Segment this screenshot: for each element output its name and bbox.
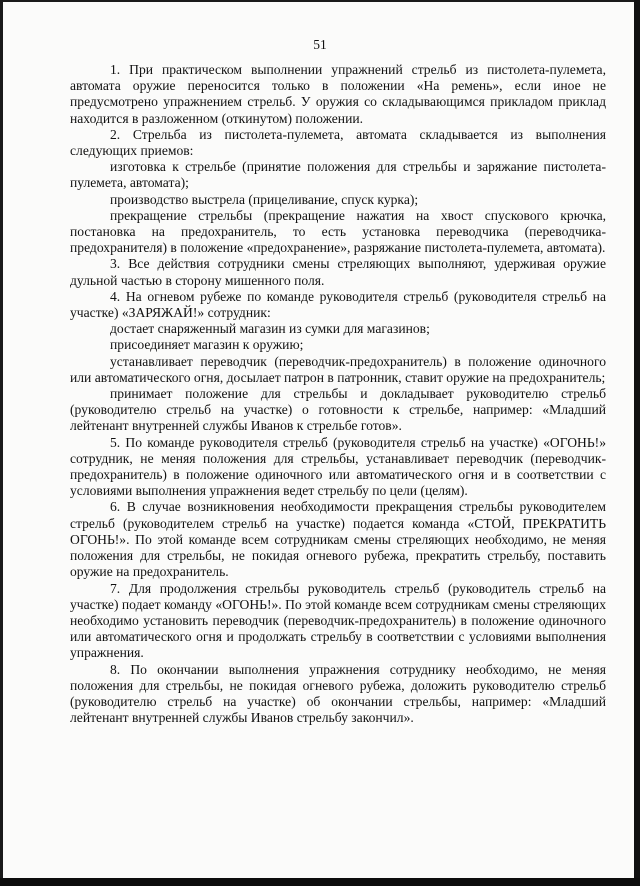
paragraph-6: 6. В случае возникновения необходимости прекращения стрельбы руководителем стрельб (руководителем стрельб на участке) подается команда «СТОЙ, ПРЕКРАТИТЬ ОГОНЬ!». По этой команде всем сотрудникам смены стреляющих необходимо, не меняя положения для стрельбы, не покидая огневого рубежа, прекратить стрельбу, поставить оружие на предохранитель. (70, 499, 606, 580)
scan-edge-top (0, 0, 640, 2)
scan-edge-right (634, 0, 640, 886)
list-item-preparation: изготовка к стрельбе (принятие положения для стрельбы и заряжание пистолета-пулемета, автомата); (70, 159, 606, 191)
paragraph-8: 8. По окончании выполнения упражнения сотруднику необходимо, не меняя положения для стрельбы, не покидая огневого рубежа, доложить руководителю стрельб (руководителю стрельб на участке) об окончании стрельбы, например: «Младший лейтенант внутренней службы Иванов стрельбу закончил». (70, 661, 606, 726)
list-item-ceasefire: прекращение стрельбы (прекращение нажатия на хвост спускового крючка, постановка на предохранитель, то есть установка переводчика (переводчика-предохранителя) в положение «предохранение», разряжание пистолета-пулемета, автомата). (70, 207, 606, 256)
page-number: 51 (313, 37, 327, 52)
paragraph-7: 7. Для продолжения стрельбы руководитель стрельб (руководитель стрельб на участке) подает команду «ОГОНЬ!». По этой команде всем сотрудникам смены стреляющих необходимо установить переводчик (переводчик-предохранитель) в положение одиночного или автоматического огня и продолжать стрельбу в соответствии с условиями выполнения упражнения. (70, 580, 606, 661)
list-item-firing: производство выстрела (прицеливание, спуск курка); (110, 191, 419, 207)
document-body (70, 62, 606, 726)
paragraph-3: 3. Все действия сотрудники смены стреляющих выполняют, удерживая оружие дульной частью в сторону мишенного поля. (70, 256, 606, 288)
scan-edge-bottom (0, 878, 640, 886)
list-item-magazine-attach: присоединяет магазин к оружию; (110, 337, 304, 353)
list-item-magazine-take: достает снаряженный магазин из сумки для магазинов; (110, 321, 430, 337)
paragraph-1: 1. При практическом выполнении упражнений стрельб из пистолета-пулемета, автомата оружие переносится только в положении «На ремень», если иное не предусмотрено упражнением стрельб. У оружия со складывающимся прикладом приклад находится в разложенном (откинутом) положении. (70, 62, 606, 126)
list-item-selector-set: устанавливает переводчик (переводчик-предохранитель) в положение одиночного или автоматического огня, досылает патрон в патронник, ставит оружие на предохранитель; (70, 353, 606, 385)
paragraph-5: 5. По команде руководителя стрельб (руководителя стрельб на участке) «ОГОНЬ!» сотрудник, не меняя положения для стрельбы, устанавливает переводчик (переводчик-предохранитель) в положение одиночного или автоматического огня и в соответствии с условиями выполнения упражнения ведет стрельбу по цели (целям). (70, 434, 606, 499)
list-item-ready-report: принимает положение для стрельбы и докладывает руководителю стрельб (руководителю стрельб на участке) о готовности к стрельбе, например: «Младший лейтенант внутренней службы Иванов к стрельбе готов». (70, 386, 606, 434)
scan-edge-left (0, 0, 3, 886)
paragraph-4: 4. На огневом рубеже по команде руководителя стрельб (руководителя стрельб на участке) «ЗАРЯЖАЙ!» сотрудник: (70, 288, 606, 321)
paragraph-2: 2. Стрельба из пистолета-пулемета, автомата складывается из выполнения следующих приемов: (70, 126, 606, 159)
